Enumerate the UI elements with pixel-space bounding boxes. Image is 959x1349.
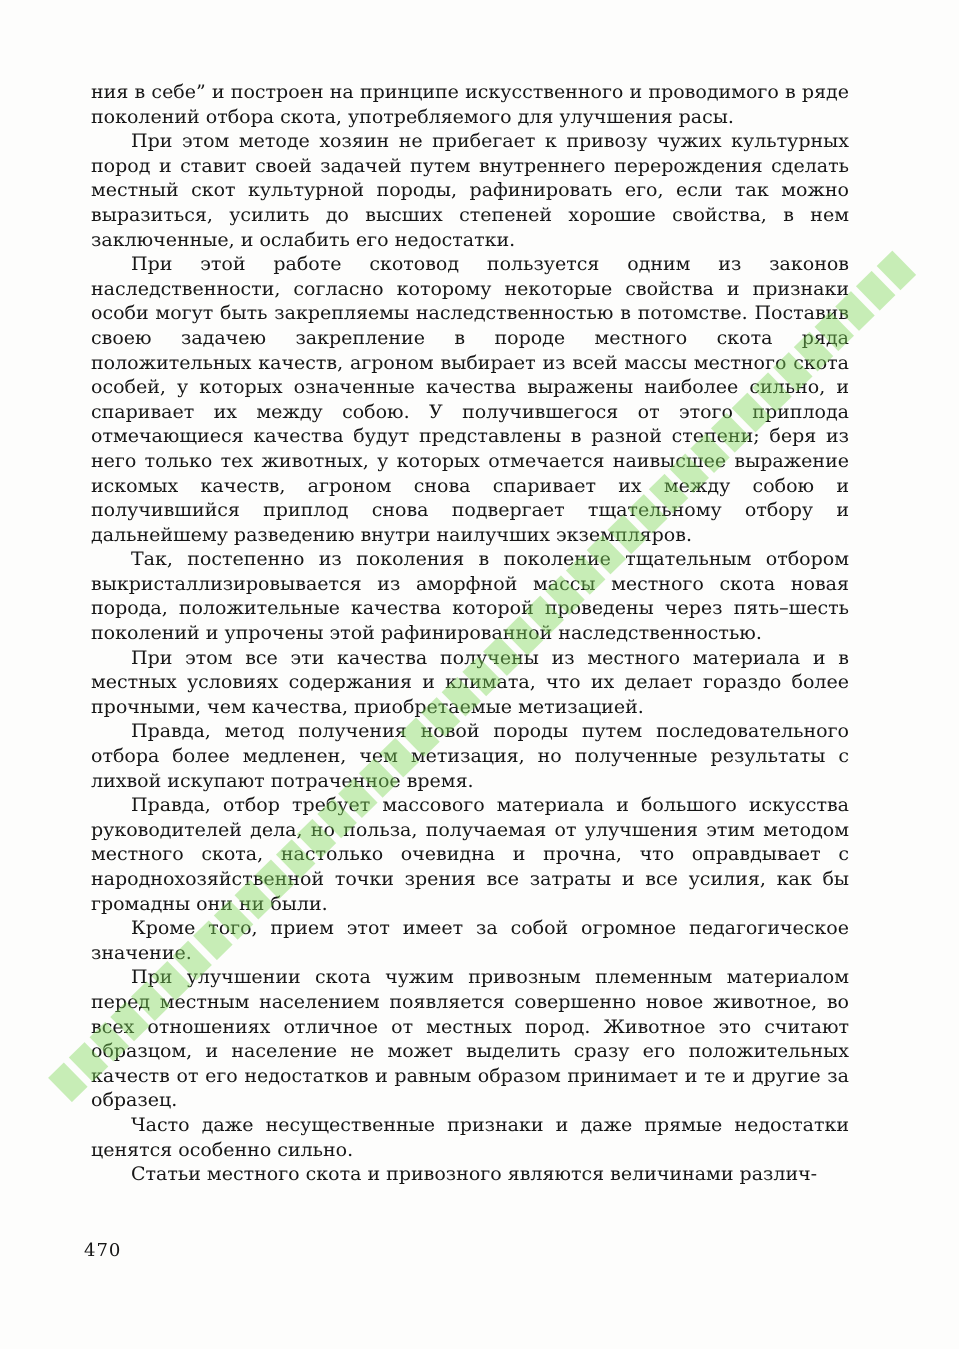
- paragraph: Часто даже несущественные признаки и даже прямые недостатки ценятся особенно сильно.: [91, 1113, 849, 1161]
- paragraph: При этой работе скотовод пользуется одним из законов наследственности, согласно которому некоторые свойства и признаки особи могут быть закрепляемы наследственностью в потомстве. Поставив своею задачею закрепление в породе местного скота ряда положительных качеств, агроном выбирает из всей массы местного скота особей, у которых означенные качества выражены наиболее сильно, и спаривает их между собою. У получившегося от этого приплода отмечающиеся качества будут представлены в разной степени; беря из него только тех животных, у которых отмечается наивысшее выражение искомых качеств, агроном снова спаривает их между собою и получившийся приплод снова подвергает тщательному отбору и дальнейшему разведению внутри наилучших экземпляров.: [91, 253, 849, 546]
- paragraph: Так, постепенно из поколения в поколение тщательным отбором выкристаллизировывается из аморфной массы местного скота новая порода, положительные качества которой проведены через пять–шесть поколений и упрочены этой рафинированной наследственностью.: [91, 548, 849, 645]
- paragraph: Кроме того, прием этот имеет за собой огромное педагогическое значение.: [91, 917, 849, 964]
- page-number: 470: [84, 1240, 122, 1261]
- body-text: [91, 80, 849, 1187]
- paragraph: При этом методе хозяин не прибегает к привозу чужих культурных пород и ставит своей задачей путем внутреннего перерождения сделать местный скот культурной породы, рафинировать его, если так можно выразиться, усилить до высших степеней хорошие свойства, в нем заключенные, и ослабить его недостатки.: [91, 130, 849, 251]
- paragraph: При этом все эти качества получены из местного материала и в местных условиях содержания и климата, что их делает гораздо более прочными, чем качества, приобретаемые метизацией.: [91, 646, 849, 718]
- paragraph-last: Статьи местного скота и привозного являются величинами различ-: [131, 1163, 818, 1186]
- paragraph-continuation: ния в себе” и построен на принципе искусственного и проводимого в ряде поколений отбора скота, употребляемого для улучшения расы.: [91, 81, 849, 128]
- paragraph: Правда, метод получения новой породы путем последовательного отбора более медленен, чем метизация, но полученные результаты с лихвой искупают потраченное время.: [91, 720, 849, 792]
- paragraph: Правда, отбор требует массового материала и большого искусства руководителей дела, но польза, получаемая от улучшения этим методом местного скота, настолько очевидна и прочна, что оправдывает с народнохозяйственной точки зрения все затраты и все усилия, как бы громадны они ни были.: [91, 794, 849, 915]
- paragraph: При улучшении скота чужим привозным племенным материалом перед местным населением появляется совершенно новое животное, во всех отношениях отличное от местных пород. Животное это считают образцом, и население не может выделить сразу его положительных качеств от его недостатков и равным образом принимает и те и другие за образец.: [91, 966, 849, 1112]
